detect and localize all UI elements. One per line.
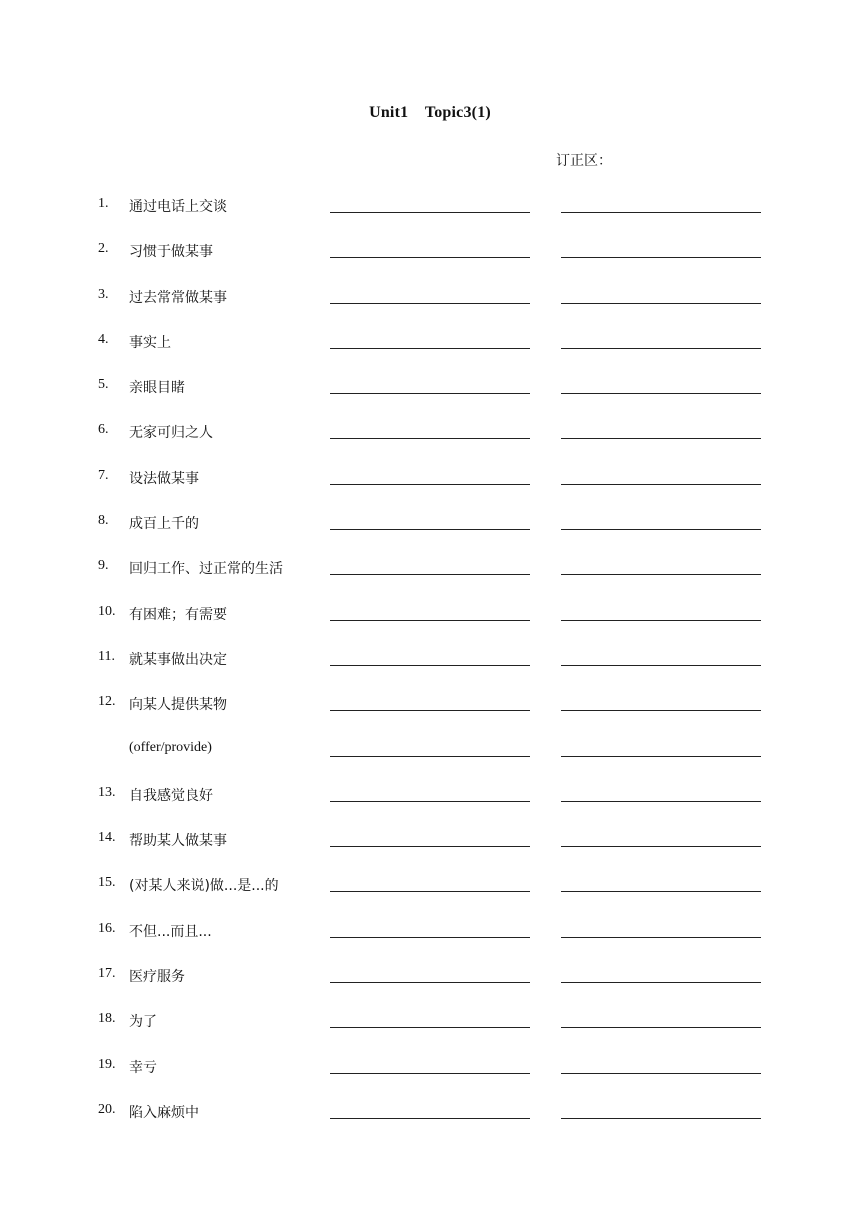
item-prompt: 设法做某事 bbox=[129, 470, 199, 487]
exercise-row bbox=[0, 365, 860, 410]
item-prompt: 为了 bbox=[129, 1014, 157, 1031]
page-title: Unit1 Topic3(1) bbox=[369, 104, 491, 121]
item-prompt: 帮助某人做某事 bbox=[129, 833, 227, 850]
item-number: 11. bbox=[98, 648, 115, 664]
answer-blank[interactable] bbox=[330, 937, 530, 938]
item-number: 5. bbox=[98, 377, 109, 393]
answer-blank[interactable] bbox=[330, 393, 530, 394]
item-prompt: 事实上 bbox=[129, 334, 171, 351]
exercise-row bbox=[0, 229, 860, 274]
correction-area-label: 订正区： bbox=[556, 153, 612, 169]
correction-blank[interactable] bbox=[561, 801, 761, 802]
exercise-row bbox=[0, 184, 860, 229]
exercise-row bbox=[0, 546, 860, 591]
exercise-row bbox=[0, 999, 860, 1044]
exercise-row bbox=[0, 1090, 860, 1135]
correction-blank[interactable] bbox=[561, 846, 761, 847]
answer-blank[interactable] bbox=[330, 846, 530, 847]
answer-blank[interactable] bbox=[330, 529, 530, 530]
correction-blank[interactable] bbox=[561, 303, 761, 304]
item-number: 4. bbox=[98, 331, 109, 347]
exercise-row bbox=[0, 275, 860, 320]
exercise-list bbox=[0, 184, 860, 1135]
answer-blank[interactable] bbox=[330, 574, 530, 575]
exercise-row bbox=[0, 1045, 860, 1090]
item-prompt: (offer/provide) bbox=[129, 739, 212, 755]
answer-blank[interactable] bbox=[330, 1027, 530, 1028]
item-number: 12. bbox=[98, 694, 116, 710]
exercise-row bbox=[0, 863, 860, 908]
answer-blank[interactable] bbox=[330, 1073, 530, 1074]
exercise-row bbox=[0, 773, 860, 818]
correction-blank[interactable] bbox=[561, 484, 761, 485]
item-prompt: 亲眼目睹 bbox=[129, 380, 185, 397]
item-prompt: 幸亏 bbox=[129, 1059, 157, 1076]
exercise-row bbox=[0, 818, 860, 863]
correction-blank[interactable] bbox=[561, 620, 761, 621]
correction-blank[interactable] bbox=[561, 393, 761, 394]
answer-blank[interactable] bbox=[330, 484, 530, 485]
item-prompt: (对某人来说)做...是...的 bbox=[129, 878, 279, 895]
item-prompt: 向某人提供某物 bbox=[129, 697, 227, 714]
correction-blank[interactable] bbox=[561, 710, 761, 711]
item-number: 7. bbox=[98, 467, 109, 483]
item-prompt: 回归工作、过正常的生活 bbox=[129, 561, 283, 578]
item-prompt: 无家可归之人 bbox=[129, 425, 213, 442]
answer-blank[interactable] bbox=[330, 212, 530, 213]
item-number: 20. bbox=[98, 1101, 116, 1117]
item-number: 3. bbox=[98, 286, 109, 302]
item-prompt: 陷入麻烦中 bbox=[129, 1104, 199, 1121]
answer-blank[interactable] bbox=[330, 801, 530, 802]
correction-blank[interactable] bbox=[561, 982, 761, 983]
exercise-row bbox=[0, 682, 860, 727]
item-number: 8. bbox=[98, 513, 109, 529]
answer-blank[interactable] bbox=[330, 438, 530, 439]
item-number: 9. bbox=[98, 558, 109, 574]
correction-blank[interactable] bbox=[561, 756, 761, 757]
item-prompt: 过去常常做某事 bbox=[129, 289, 227, 306]
answer-blank[interactable] bbox=[330, 710, 530, 711]
exercise-row bbox=[0, 410, 860, 455]
correction-blank[interactable] bbox=[561, 438, 761, 439]
item-prompt: 自我感觉良好 bbox=[129, 787, 213, 804]
exercise-row bbox=[0, 954, 860, 999]
answer-blank[interactable] bbox=[330, 620, 530, 621]
item-prompt: 有困难；有需要 bbox=[129, 606, 227, 623]
item-number: 2. bbox=[98, 241, 109, 257]
item-number: 14. bbox=[98, 830, 116, 846]
answer-blank[interactable] bbox=[330, 756, 530, 757]
correction-blank[interactable] bbox=[561, 257, 761, 258]
answer-blank[interactable] bbox=[330, 982, 530, 983]
item-prompt: 成百上千的 bbox=[129, 516, 199, 533]
exercise-row bbox=[0, 728, 860, 773]
answer-blank[interactable] bbox=[330, 891, 530, 892]
item-number: 19. bbox=[98, 1056, 116, 1072]
correction-blank[interactable] bbox=[561, 574, 761, 575]
exercise-row bbox=[0, 456, 860, 501]
correction-blank[interactable] bbox=[561, 529, 761, 530]
item-prompt: 就某事做出决定 bbox=[129, 651, 227, 668]
item-number: 1. bbox=[98, 196, 109, 211]
correction-blank[interactable] bbox=[561, 348, 761, 349]
item-number: 13. bbox=[98, 784, 116, 800]
correction-blank[interactable] bbox=[561, 1118, 761, 1119]
answer-blank[interactable] bbox=[330, 1118, 530, 1119]
item-number: 16. bbox=[98, 920, 116, 936]
exercise-row bbox=[0, 637, 860, 682]
correction-blank[interactable] bbox=[561, 665, 761, 666]
correction-blank[interactable] bbox=[561, 1027, 761, 1028]
item-prompt: 医疗服务 bbox=[129, 969, 185, 986]
exercise-row bbox=[0, 320, 860, 365]
correction-blank[interactable] bbox=[561, 1073, 761, 1074]
item-number: 10. bbox=[98, 603, 116, 619]
exercise-row bbox=[0, 501, 860, 546]
item-prompt: 不但...而且... bbox=[129, 923, 212, 940]
item-number: 18. bbox=[98, 1011, 116, 1027]
correction-blank[interactable] bbox=[561, 212, 761, 213]
answer-blank[interactable] bbox=[330, 257, 530, 258]
correction-blank[interactable] bbox=[561, 891, 761, 892]
correction-blank[interactable] bbox=[561, 937, 761, 938]
item-prompt: 通过电话上交谈 bbox=[129, 199, 227, 215]
item-number: 17. bbox=[98, 966, 116, 982]
answer-blank[interactable] bbox=[330, 665, 530, 666]
item-number: 6. bbox=[98, 422, 109, 438]
item-number: 15. bbox=[98, 875, 116, 891]
answer-blank[interactable] bbox=[330, 348, 530, 349]
item-prompt: 习惯于做某事 bbox=[129, 244, 213, 261]
answer-blank[interactable] bbox=[330, 303, 530, 304]
exercise-row bbox=[0, 592, 860, 637]
exercise-row bbox=[0, 909, 860, 954]
